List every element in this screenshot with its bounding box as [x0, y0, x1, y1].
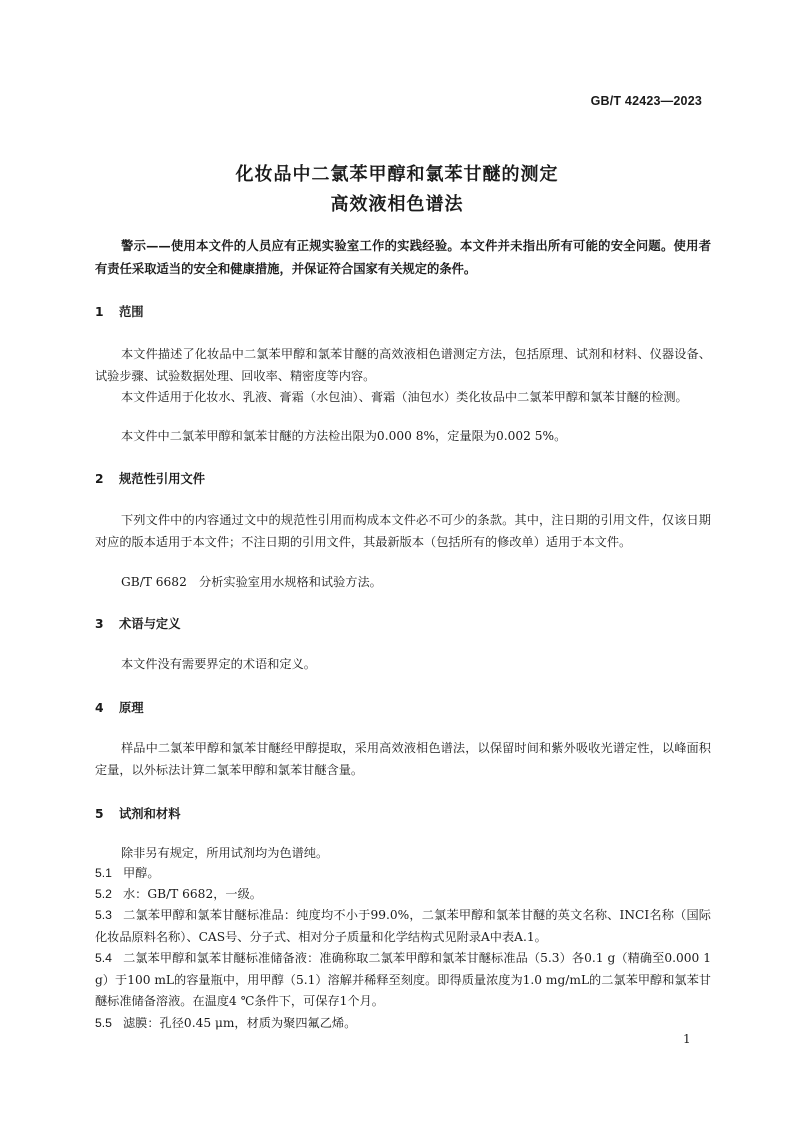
section-heading-principle — [95, 698, 144, 716]
section-title: 规范性引用文件 — [119, 472, 206, 486]
terms-paragraph-1: 本文件没有需要界定的术语和定义。 — [121, 657, 316, 671]
section-heading-reagents — [95, 804, 181, 822]
list-item — [95, 863, 711, 885]
reagents-paragraph-1: 除非另有规定，所用试剂均为色谱纯。 — [121, 846, 329, 860]
principle-paragraph-1: 样品中二氯苯甲醇和氯苯甘醚经甲醇提取，采用高效液相色谱法，以保留时间和紫外吸收光谱定性，以峰面积定量，以外标法计算二氯苯甲醇和氯苯甘醚含量。 — [95, 741, 711, 777]
item-text: 甲醇。 — [123, 866, 160, 880]
page-number: 1 — [683, 1032, 691, 1046]
section-number: 3 — [95, 617, 104, 631]
list-item — [95, 948, 711, 1013]
section-number: 5 — [95, 807, 104, 821]
list-item — [95, 1013, 711, 1035]
section-number: 4 — [95, 701, 104, 715]
section-title: 术语与定义 — [119, 617, 181, 631]
item-number: 5.5 — [95, 1016, 112, 1030]
document-title-line2: 高效液相色谱法 — [330, 194, 464, 215]
standard-code: GB/T 42423—2023 — [590, 94, 702, 108]
scope-paragraph-3: 本文件中二氯苯甲醇和氯苯甘醚的方法检出限为0.000 8%，定量限为0.002 5%。 — [121, 429, 567, 443]
item-text: 二氯苯甲醇和氯苯甘醚标准品：纯度均不小于99.0%，二氯苯甲醇和氯苯甘醚的英文名称、INCI名称（国际化妆品原料名称）、CAS号、分子式、相对分子质量和化学结构式见附录A中表A.1。 — [95, 908, 711, 944]
item-text: 二氯苯甲醇和氯苯甘醚标准储备液：准确称取二氯苯甲醇和氯苯甘醚标准品（5.3）各0.1 g（精确至0.000 1 g）于100 mL的容量瓶中，用甲醇（5.1）溶解并稀释至刻度。即得质量浓度为1.0 mg/mL的二氯苯甲醇和氯苯甘醚标准储备溶液。在温度4 ℃条件下，可保存1个月。 — [95, 951, 711, 1008]
item-number: 5.4 — [95, 951, 112, 965]
item-number: 5.2 — [95, 887, 112, 901]
section-title: 试剂和材料 — [119, 807, 181, 821]
section-heading-scope — [95, 302, 144, 320]
item-text: 滤膜：孔径0.45 μm，材质为聚四氟乙烯。 — [123, 1016, 357, 1030]
safety-warning: 警示——使用本文件的人员应有正规实验室工作的实践经验。本文件并未指出所有可能的安全问题。使用者有责任采取适当的安全和健康措施，并保证符合国家有关规定的条件。 — [95, 239, 711, 276]
references-paragraph-2: GB/T 6682 分析实验室用水规格和试验方法。 — [121, 575, 382, 589]
scope-paragraph-2: 本文件适用于化妆水、乳液、膏霜（水包油）、膏霜（油包水）类化妆品中二氯苯甲醇和氯苯甘醚的检测。 — [121, 390, 688, 404]
document-title-line1: 化妆品中二氯苯甲醇和氯苯甘醚的测定 — [235, 164, 559, 185]
item-number: 5.1 — [95, 866, 112, 880]
section-heading-terms — [95, 614, 181, 632]
list-item — [95, 905, 711, 948]
item-number: 5.3 — [95, 908, 112, 922]
section-title: 范围 — [119, 305, 144, 319]
section-number: 2 — [95, 472, 104, 486]
references-paragraph-1: 下列文件中的内容通过文中的规范性引用而构成本文件必不可少的条款。其中，注日期的引用文件，仅该日期对应的版本适用于本文件；不注日期的引用文件，其最新版本（包括所有的修改单）适用于本文件。 — [95, 513, 711, 549]
item-text: 水：GB/T 6682，一级。 — [123, 887, 262, 901]
section-number: 1 — [95, 305, 104, 319]
section-heading-normative-references — [95, 469, 205, 487]
section-title: 原理 — [119, 701, 144, 715]
scope-paragraph-1: 本文件描述了化妆品中二氯苯甲醇和氯苯甘醚的高效液相色谱测定方法，包括原理、试剂和材料、仪器设备、试验步骤、试验数据处理、回收率、精密度等内容。 — [95, 347, 711, 383]
list-item — [95, 884, 711, 906]
